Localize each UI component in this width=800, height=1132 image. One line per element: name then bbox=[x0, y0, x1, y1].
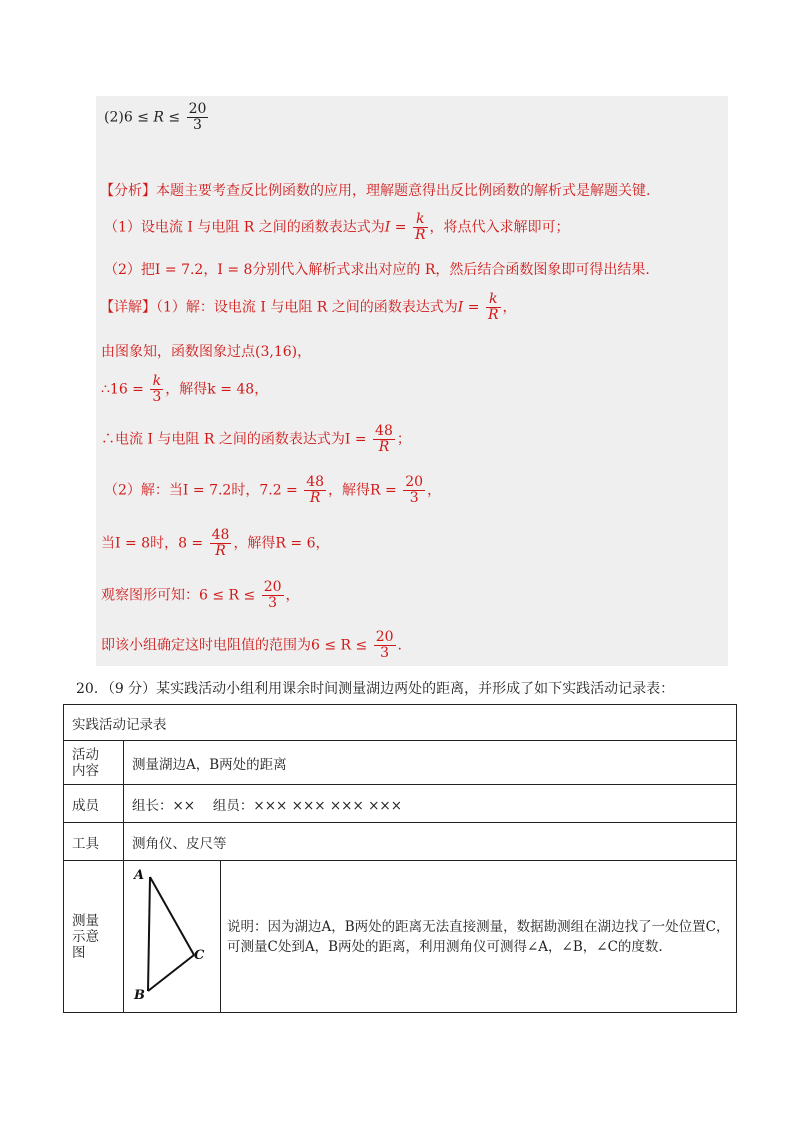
question-20-stem: 20．（9 分）某实践活动小组利用课余时间测量湖边两处的距离，并形成了如下实践活动记录表： bbox=[76, 681, 675, 697]
detail-line5: （2）解：当I = 7.2时，7.2 = $\frac{48}{R}$ ，解得R = $\frac{20}{3}$ ， bbox=[104, 474, 442, 506]
table-row bbox=[64, 861, 737, 1013]
point-a-label: A bbox=[134, 867, 145, 883]
row-label: 活动 内容 bbox=[64, 741, 124, 785]
diagram-description: 说明：因为湖边A，B两处的距离无法直接测量，数据勘测组在湖边找了一处位置C，可测量C处到A，B两处的距离，利用测角仪可测得∠A，∠B，∠C的度数. bbox=[221, 861, 737, 1013]
fraction: $\frac{48}{R}$ bbox=[211, 527, 230, 559]
side-bc bbox=[148, 955, 194, 991]
point-c-label: C bbox=[194, 947, 205, 963]
side-ab bbox=[148, 877, 150, 991]
detail-line1: 【详解】（1）解：设电流 I 与电阻 R 之间的函数表达式为I = $\frac{k}{R}$ ， bbox=[100, 291, 517, 323]
row-label: 工具 bbox=[64, 823, 124, 861]
table-row bbox=[64, 823, 737, 861]
row-value: 测角仪、皮尺等 bbox=[124, 823, 737, 861]
analysis-step2: （2）把I = 7.2，I = 8分别代入解析式求出对应的 R，然后结合函数图象即可得出结果. bbox=[104, 262, 650, 278]
fraction: $\frac{20}{3}$ bbox=[405, 474, 424, 506]
table-row bbox=[64, 741, 737, 785]
detail-line6: 当I = 8时，8 = $\frac{48}{R}$ ，解得R = 6， bbox=[101, 527, 330, 559]
fraction: $\frac{48}{R}$ bbox=[375, 423, 393, 455]
detail-line7: 观察图形可知：6 ≤ R ≤ $\frac{20}{3}$ ， bbox=[101, 579, 300, 611]
point-b-label: B bbox=[134, 987, 145, 1003]
detail-line8: 即该小组确定这时电阻值的范围为6 ≤ R ≤ $\frac{20}{3}$ . bbox=[101, 629, 402, 661]
answer-part2: (2)6 ≤ R ≤ $\frac{20}{3}$ bbox=[104, 101, 207, 133]
detail-line2: 由图象知，函数图象过点(3,16)， bbox=[101, 344, 312, 360]
row-value: 组长：×× 组员：××× ××× ××× ××× bbox=[124, 785, 737, 823]
side-ac bbox=[150, 877, 194, 955]
fraction: $\frac{k}{R}$ bbox=[414, 211, 426, 243]
detail-line3: ∴16 = $\frac{k}{3}$ ，解得k = 48， bbox=[101, 373, 269, 405]
activity-record-table bbox=[63, 704, 737, 1013]
triangle-diagram-cell bbox=[124, 861, 221, 1013]
analysis-line: 【分析】本题主要考查反比例函数的应用，理解题意得出反比例函数的解析式是解题关键. bbox=[100, 183, 651, 199]
table-title: 实践活动记录表 bbox=[64, 705, 737, 741]
row-label: 成员 bbox=[64, 785, 124, 823]
table-row bbox=[64, 785, 737, 823]
detail-line4: ∴电流 I 与电阻 R 之间的函数表达式为I = $\frac{48}{R}$ ； bbox=[101, 423, 411, 455]
fraction: $\frac{48}{R}$ bbox=[306, 474, 325, 506]
fraction: $\frac{20}{3}$ bbox=[188, 101, 207, 133]
fraction: $\frac{k}{3}$ bbox=[152, 373, 162, 405]
fraction: $\frac{20}{3}$ bbox=[263, 579, 282, 611]
row-label: 测量 示意 图 bbox=[64, 861, 124, 1013]
triangle-diagram bbox=[124, 863, 220, 1011]
fraction: $\frac{k}{R}$ bbox=[487, 291, 499, 323]
table-title-row bbox=[64, 705, 737, 741]
fraction: $\frac{20}{3}$ bbox=[375, 629, 394, 661]
analysis-step1: （1）设电流 I 与电阻 R 之间的函数表达式为I = $\frac{k}{R}$ ，将点代入求解即可； bbox=[104, 211, 570, 243]
row-value: 测量湖边A，B两处的距离 bbox=[124, 741, 737, 785]
